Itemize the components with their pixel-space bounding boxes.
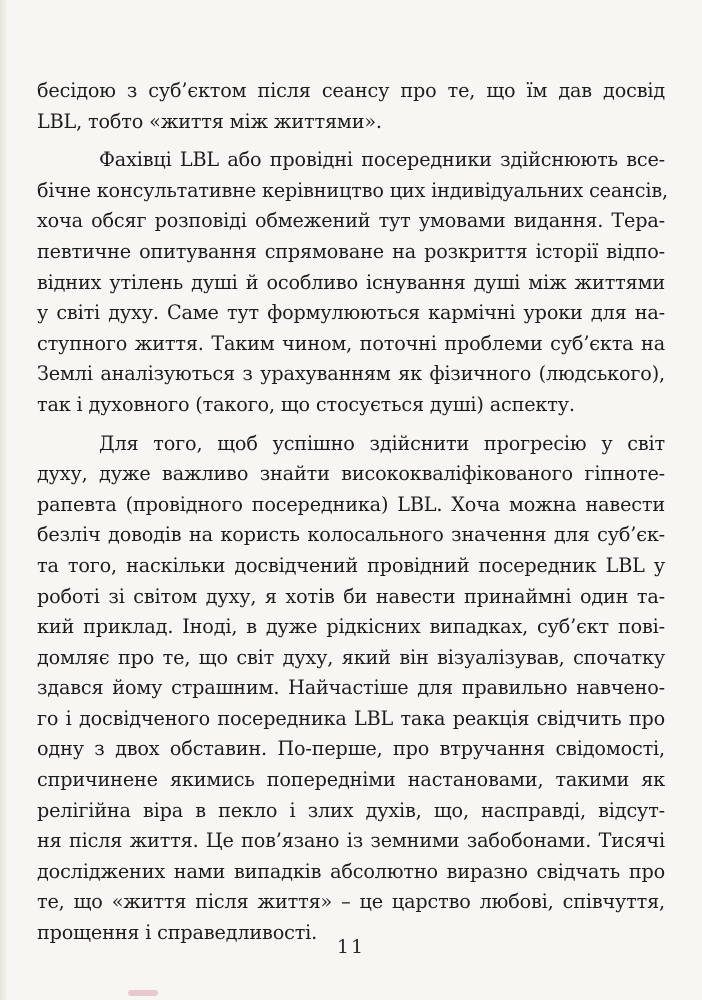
- paragraph-1: [37, 76, 665, 137]
- text-line: безліч доводів на користь колосального значення для суб’єк-: [37, 523, 665, 547]
- text-line: так і духовного (такого, що стосується душі) аспекту.: [37, 392, 575, 416]
- text-line: духу, дуже важливо знайти висококваліфікованого гіпноте-: [37, 462, 665, 486]
- text-line: рапевта (провідного посередника) LBL. Хоча можна навести: [37, 492, 665, 516]
- text-line: ступного життя. Таким чином, поточні проблеми суб’єкта на: [37, 331, 665, 355]
- text-line: ня після життя. Це пов’язано із земними забобонами. Тисячі: [37, 829, 665, 853]
- text-line: та того, наскільки досвідчений провідний посередник LBL у: [37, 553, 665, 577]
- body-text: [37, 76, 668, 957]
- text-line: LBL, тобто «життя між життями».: [37, 109, 382, 133]
- text-line: го і досвідченого посередника LBL така реакція свідчить про: [37, 706, 665, 730]
- text-line: Фахівці LBL або провідні посередники здійснюють все-: [99, 148, 665, 172]
- text-line: бічне консультативне керівництво цих індивідуальних сеансів,: [37, 178, 668, 202]
- text-line: Для того, щоб успішно здійснити прогресію у світ: [99, 431, 665, 455]
- text-line: роботі зі світом духу, я хотів би навести принаймні один та-: [37, 584, 665, 608]
- text-line: Землі аналізуються з урахуванням як фізичного (людського),: [37, 362, 665, 386]
- bottom-edge-mark: [128, 990, 158, 996]
- text-line: те, що «життя після життя» – це царство любові, співчуття,: [37, 890, 665, 914]
- text-line: одну з двох обставин. По-перше, про втручання свідомості,: [37, 737, 665, 761]
- paragraph-3: [37, 429, 665, 949]
- text-line: відних утілень душі й особливо існування душі між життями: [37, 270, 665, 294]
- text-line: прощення і справедливості.: [37, 921, 318, 945]
- text-line: здався йому страшним. Найчастіше для правильно навчено-: [37, 676, 665, 700]
- page-edge-shadow: [0, 0, 8, 1000]
- text-line: у світі духу. Саме тут формулюються кармічні уроки для на-: [37, 301, 665, 325]
- text-line: релігійна віра в пекло і злих духів, що, насправді, відсут-: [37, 798, 665, 822]
- page-number: 11: [336, 936, 366, 958]
- text-line: спричинене якимись попередніми настановами, такими як: [37, 768, 665, 792]
- text-line: бесідою з суб’єктом після сеансу про те, що їм дав досвід: [37, 79, 665, 102]
- text-line: кий приклад. Іноді, в дуже рідкісних випадках, суб’єкт пові-: [37, 615, 665, 639]
- text-line: хоча обсяг розповіді обмежений тут умовами видання. Тера-: [37, 209, 665, 233]
- text-line: певтичне опитування спрямоване на розкриття історії відпо-: [37, 239, 665, 263]
- text-line: домляє про те, що світ духу, який він візуалізував, спочатку: [37, 645, 665, 669]
- text-line: досліджених нами випадків абсолютно виразно свідчать про: [37, 859, 665, 883]
- paragraph-2: [37, 145, 668, 420]
